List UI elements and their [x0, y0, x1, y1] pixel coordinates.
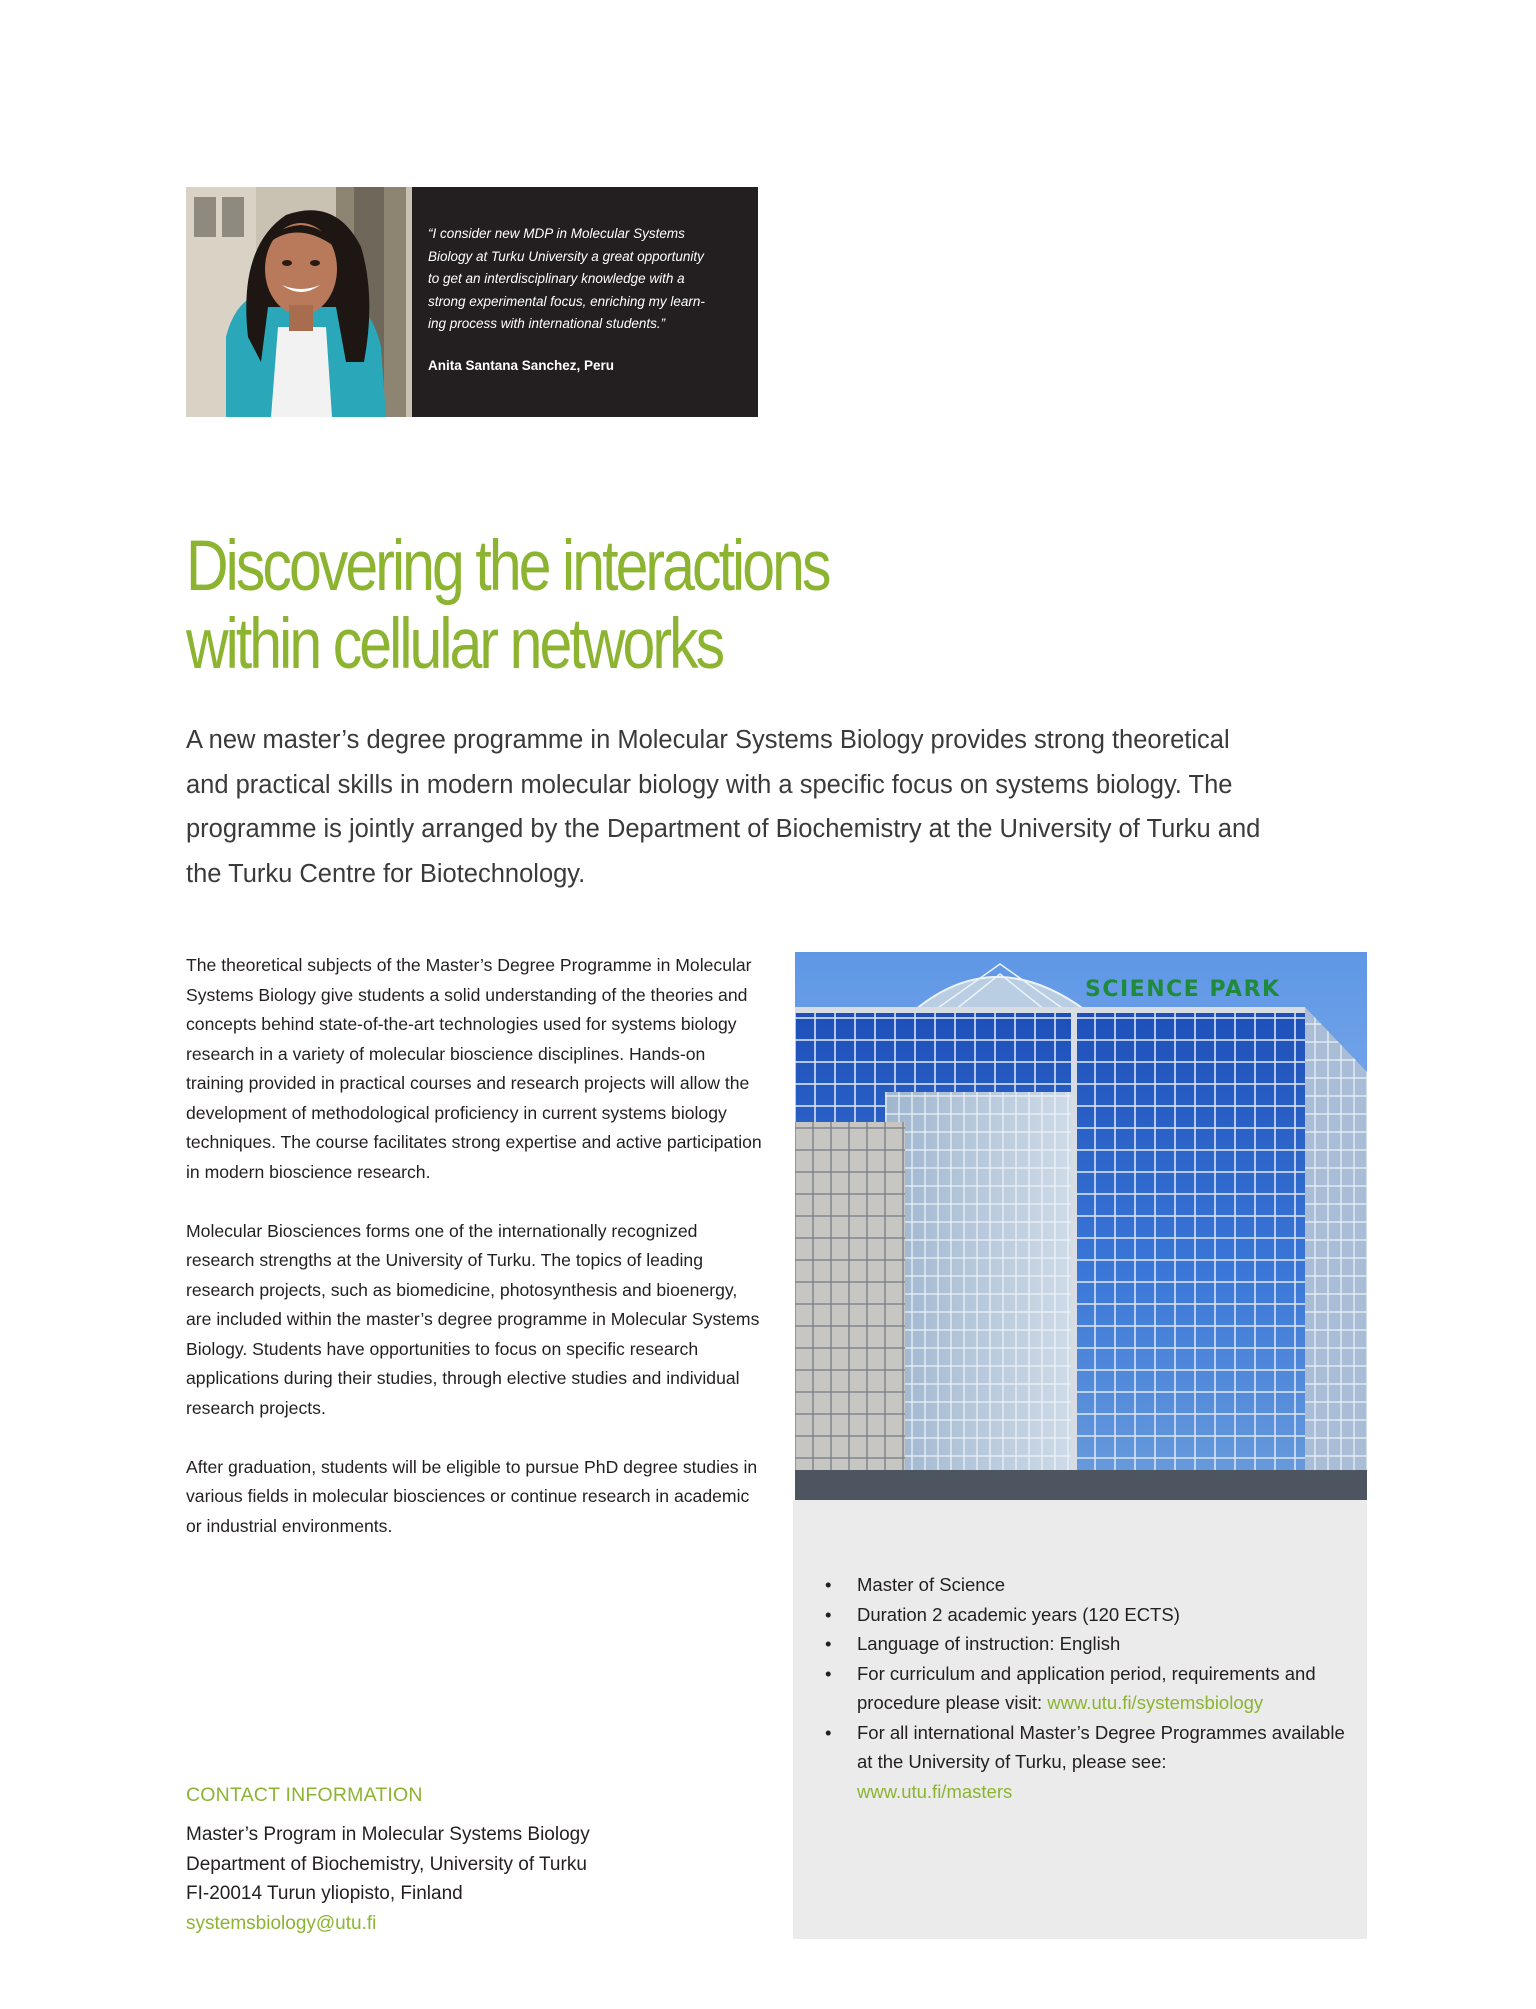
contact-line: FI-20014 Turun yliopisto, Finland [186, 1883, 463, 1904]
testimonial-quote [428, 223, 744, 336]
quote-line: to get an interdisciplinary knowledge with a [428, 271, 685, 286]
headline-line-1: Discovering the interactions [186, 527, 829, 606]
student-portrait-photo [186, 187, 412, 417]
contact-line: Department of Biochemistry, University of Turku [186, 1853, 587, 1875]
bullet-icon: • [825, 1662, 832, 1684]
contact-line: Master’s Program in Molecular Systems Biology [186, 1824, 590, 1845]
fact-curriculum [825, 1659, 1345, 1718]
fact-degree [825, 1570, 1345, 1600]
fact-language [825, 1629, 1345, 1659]
contact-details [186, 1820, 746, 1938]
bullet-icon: • [825, 1721, 832, 1743]
quote-line: ing process with international students.” [428, 316, 666, 331]
quote-line: “I consider new MDP in Molecular Systems [428, 226, 685, 241]
programme-facts-list [825, 1570, 1345, 1806]
page-headline [186, 528, 1099, 684]
quote-line: Biology at Turku University a great opportunity [428, 248, 704, 264]
testimonial-author: Anita Santana Sanchez, Peru [428, 357, 615, 373]
contact-email-link[interactable]: systemsbiology@utu.fi [186, 1912, 377, 1934]
fact-duration [825, 1600, 1345, 1630]
body-paragraph: Molecular Biosciences forms one of the internationally recognized research strengths at the University of Turku. The topics of leading research projects, such as biomedicine, photosynthesis and bioenergy, are included within the master’s degree programme in Molecular Systems Biology. Students have opportunities to focus on specific research applications during their studies, through elective studies and individual research projects. [186, 1220, 760, 1418]
curriculum-link[interactable]: www.utu.fi/systemsbiology [1047, 1692, 1264, 1713]
body-paragraph: The theoretical subjects of the Master’s Degree Programme in Molecular Systems Biology give students a solid understanding of the theories and concepts behind state-of-the-art technologies used for systems biology research in a variety of molecular bioscience disciplines. Hands-on training provided in practical courses and research projects will allow the development of methodological proficiency in current systems biology techniques. The course facilitates strong expertise and active participation in modern bioscience research. [186, 955, 762, 1182]
fact-text: For all international Master’s Degree Programmes available at the University of Turku, please see: [857, 1721, 1345, 1772]
fact-text: Language of instruction: English [857, 1633, 1121, 1654]
body-paragraph: After graduation, students will be eligible to pursue PhD degree studies in various fields in molecular biosciences or continue research in academic or industrial environments. [186, 1456, 758, 1536]
science-park-building-photo [795, 952, 1367, 1500]
headline-line-2: within cellular networks [186, 605, 723, 684]
fact-text: Duration 2 academic years (120 ECTS) [857, 1603, 1180, 1625]
quote-line: strong experimental focus, enriching my learn- [428, 293, 705, 309]
intro-paragraph: A new master’s degree programme in Molecular Systems Biology provides strong theoretical and practical skills in modern molecular biology with a specific focus on systems biology. The programme is jointly arranged by the Department of Biochemistry at the University of Turku and the Turku Centre for Biotechnology. [186, 726, 1261, 888]
building-illustration [795, 952, 1367, 1500]
contact-heading: CONTACT INFORMATION [186, 1784, 423, 1806]
fact-masters [825, 1718, 1345, 1807]
body-text-column [186, 951, 766, 1571]
bullet-icon: • [825, 1574, 832, 1595]
fact-text: Master of Science [857, 1574, 1006, 1595]
bullet-icon: • [825, 1603, 832, 1625]
testimonial-quote-box [412, 187, 758, 417]
bullet-icon: • [825, 1633, 832, 1654]
portrait-illustration [186, 187, 412, 417]
science-park-sign: SCIENCE PARK [1085, 977, 1281, 1002]
programme-facts-panel [793, 1500, 1367, 1939]
masters-link[interactable]: www.utu.fi/masters [857, 1780, 1013, 1802]
fact-text: For curriculum and application period, requirements and procedure please visit: [857, 1662, 1316, 1713]
